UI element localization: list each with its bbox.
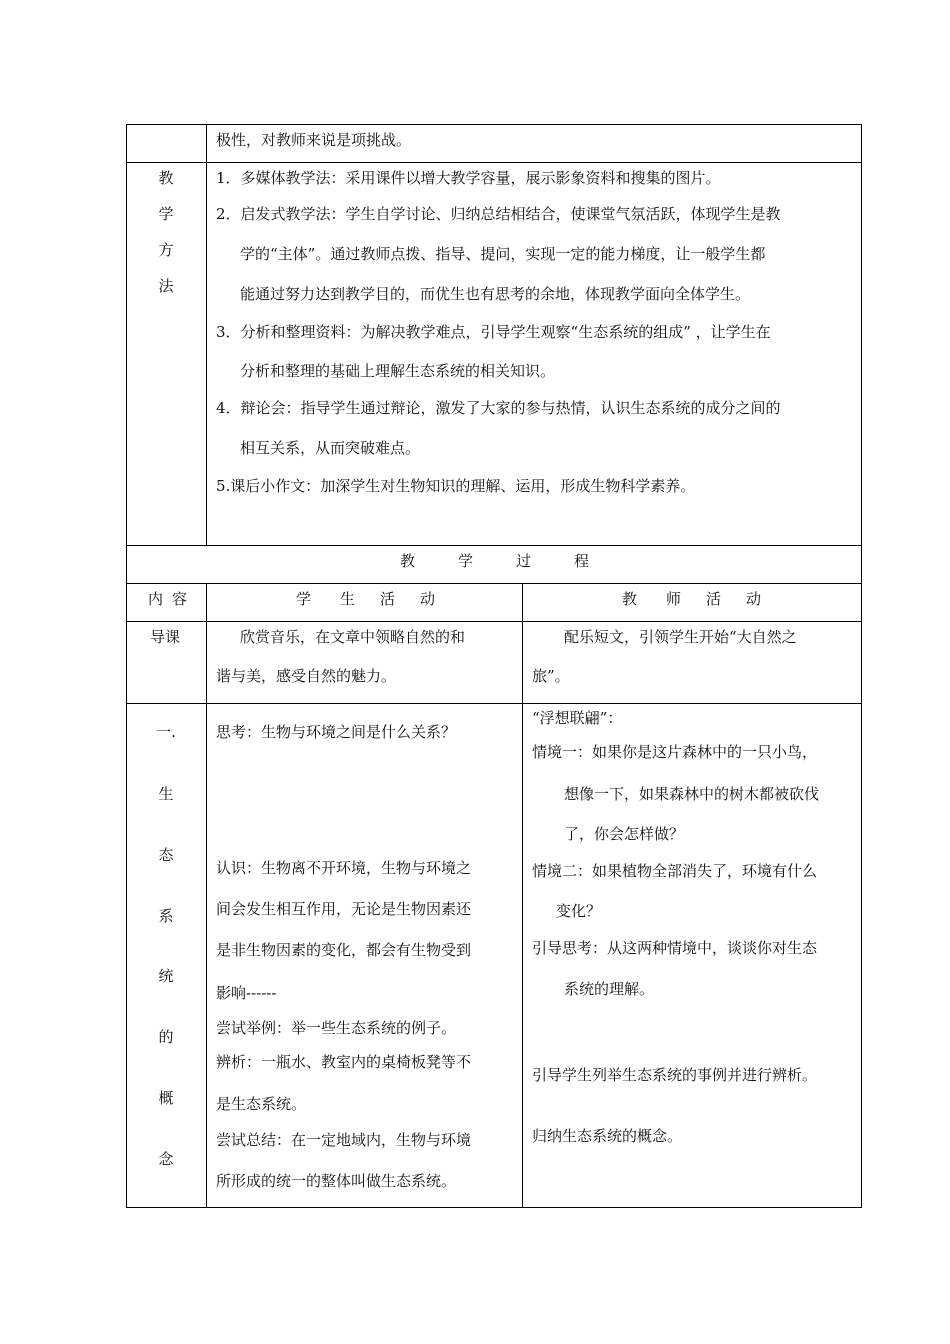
section1-student-line: 影响------ <box>216 984 277 1002</box>
header-student-char: 动 <box>420 590 436 608</box>
section1-teacher-line: 了，你会怎样做？ <box>564 825 685 843</box>
intro-label: 导课 <box>150 628 181 646</box>
methods-label-char: 法 <box>158 277 174 295</box>
section1-teacher-line: 想像一下，如果森林中的树木都被砍伐 <box>564 785 820 803</box>
methods-label-char: 教 <box>158 169 174 187</box>
column-divider <box>206 124 207 545</box>
row-divider <box>126 162 862 163</box>
header-student-char: 生 <box>340 590 356 608</box>
process-title-char: 程 <box>574 552 590 570</box>
top-cell-text: 极性，对教师来说是项挑战。 <box>216 131 412 149</box>
section1-teacher-line: 引导学生列举生态系统的事例并进行辨析。 <box>532 1066 818 1084</box>
section1-student-line: 辨析：一瓶水、教室内的桌椅板凳等不 <box>216 1053 472 1071</box>
row-divider <box>126 545 862 546</box>
section1-teacher-line: 情境二：如果植物全部消失了，环境有什么 <box>532 862 818 880</box>
section1-student-line: 间会发生相互作用，无论是生物因素还 <box>216 900 472 918</box>
column-divider <box>522 583 523 1208</box>
header-content-char: 内 <box>148 590 164 608</box>
section1-student-line: 尝试总结：在一定地域内，生物与环境 <box>216 1131 472 1149</box>
header-teacher-char: 师 <box>666 590 682 608</box>
header-teacher-char: 动 <box>746 590 762 608</box>
header-student-char: 活 <box>380 590 396 608</box>
methods-line: 能通过努力达到教学目的，而优生也有思考的余地，体现教学面向全体学生。 <box>240 285 751 303</box>
section1-student-line: 是生态系统。 <box>216 1095 307 1113</box>
methods-line: 1．多媒体教学法：采用课件以增大教学容量，展示影象资料和搜集的图片。 <box>216 169 721 187</box>
process-title-char: 教 <box>400 552 416 570</box>
section1-student-line: 所形成的统一的整体叫做生态系统。 <box>216 1172 457 1190</box>
header-teacher-char: 活 <box>706 590 722 608</box>
section1-label-char: 的 <box>158 1028 174 1046</box>
methods-line: 2．启发式教学法：学生自学讨论、归纳总结相结合，使课堂气氛活跃，体现学生是教 <box>216 205 781 223</box>
section1-student-line: 尝试举例：举一些生态系统的例子。 <box>216 1019 457 1037</box>
section1-label-char: 一. <box>156 723 176 741</box>
intro-teacher-line: 配乐短文，引领学生开始“大自然之 <box>564 628 797 646</box>
section1-label-char: 生 <box>158 785 174 803</box>
section1-student-line: 思考：生物与环境之间是什么关系？ <box>216 723 457 741</box>
row-divider <box>126 621 862 622</box>
methods-label-char: 方 <box>158 241 174 259</box>
header-teacher-char: 教 <box>622 590 638 608</box>
section1-student-line: 是非生物因素的变化，都会有生物受到 <box>216 941 472 959</box>
intro-student-line: 谐与美，感受自然的魅力。 <box>216 667 397 685</box>
process-title-char: 学 <box>458 552 474 570</box>
section1-teacher-line: 情境一：如果你是这片森林中的一只小鸟， <box>532 743 818 761</box>
row-divider <box>126 703 862 704</box>
header-student-char: 学 <box>296 590 312 608</box>
section1-label-char: 念 <box>158 1150 174 1168</box>
methods-line: 相互关系，从而突破难点。 <box>240 439 421 457</box>
process-title-char: 过 <box>516 552 532 570</box>
row-divider <box>126 583 862 584</box>
column-divider <box>206 583 207 1208</box>
intro-teacher-line: 旅”。 <box>532 667 570 685</box>
section1-teacher-line: “浮想联翩”： <box>532 709 623 727</box>
intro-student-line: 欣赏音乐，在文章中领略自然的和 <box>240 628 466 646</box>
section1-label-char: 概 <box>158 1089 174 1107</box>
header-content-char: 容 <box>172 590 188 608</box>
methods-line: 4．辩论会：指导学生通过辩论，激发了大家的参与热情，认识生态系统的成分之间的 <box>216 399 781 417</box>
methods-line: 3．分析和整理资料：为解决教学难点，引导学生观察“生态系统的组成” ，让学生在 <box>216 323 771 341</box>
section1-label-char: 统 <box>158 967 174 985</box>
section1-teacher-line: 变化？ <box>556 902 602 920</box>
section1-label-char: 态 <box>158 846 174 864</box>
methods-line: 5.课后小作文：加深学生对生物知识的理解、运用，形成生物科学素养。 <box>216 477 696 495</box>
section1-teacher-line: 引导思考：从这两种情境中，谈谈你对生态 <box>532 939 818 957</box>
section1-student-line: 认识：生物离不开环境，生物与环境之 <box>216 859 472 877</box>
section1-teacher-line: 系统的理解。 <box>564 980 655 998</box>
methods-label-char: 学 <box>158 205 174 223</box>
methods-line: 学的“主体”。通过教师点拨、指导、提问，实现一定的能力梯度，让一般学生都 <box>240 245 766 263</box>
section1-teacher-line: 归纳生态系统的概念。 <box>532 1127 683 1145</box>
section1-label-char: 系 <box>158 907 174 925</box>
methods-line: 分析和整理的基础上理解生态系统的相关知识。 <box>240 362 556 380</box>
